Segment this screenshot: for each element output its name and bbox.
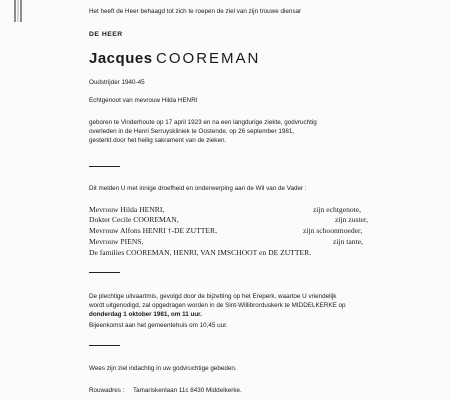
remember-text: Wees zijn ziel indachtig in uw godvruchtige gebeden. [89,365,237,372]
family-role: zijn zuster, [335,215,369,224]
families-line: De families COOREMAN, HENRI, VAN IMSCHOOT en DE ZUTTER. [89,248,312,257]
deceased-title: Oudstrijder 1940-45 [89,79,145,86]
address-label: Rouwadres : [89,387,125,394]
divider [89,345,120,346]
family-role: zijn schoonmoeder, [303,226,363,235]
bio-line: geboren te Vinderhoute op 17 april 1923 en na een langdurige ziekte, godvruchtig [89,119,317,126]
service-line: De plechtige uitvaartmis, gevolgd door de bijzetting op het Ereperk, waartoe U vriendelijk [89,293,337,300]
address-value: Tamariskenlaan 11c 8430 Middelkerke. [133,387,242,394]
announce-text: Dit melden U met innige droefheid en onderwerping aan de Wil van de Vader : [89,185,307,192]
gathering-text: Bijeenkomst aan het gemeentehuis om 10,45 uur. [89,322,228,329]
family-role: zijn echtgenote, [313,205,362,214]
bio-line: gesterkt door het heilig sakrament van de zieken. [89,137,227,144]
de-heer-label: DE HEER [89,31,123,38]
intro-text: Het heeft de Heer behaagd tot zich te roepen de ziel van zijn trouwe diensar [89,8,302,15]
last-name: COOREMAN [156,50,261,67]
service-line: wordt uitgenodigd, zal opgedragen worden in de Sint-Willibrorduskerk te MIDDELKERKE op [89,302,346,309]
bio-line: overleden in de Henri Serruyskliniek te Oostende, op 26 september 1981, [89,128,295,135]
family-name: Mevrouw Hilda HENRI, [89,205,165,214]
first-name: Jacques [89,50,153,67]
deceased-name [89,50,260,71]
family-name: Mevrouw PIENS, [89,237,144,246]
service-date: donderdag 1 oktober 1981, om 11 uur. [89,311,203,318]
family-name: Dokter Cecile COOREMAN, [89,215,179,224]
divider [89,166,120,167]
cross-icon [3,0,33,22]
family-role: zijn tante, [333,237,363,246]
spouse-line: Echtgenoot van mevrouw Hilda HENRI [89,97,198,104]
divider [89,272,120,273]
family-name: Mevrouw Alfons HENRI †-DE ZUTTER, [89,226,218,235]
